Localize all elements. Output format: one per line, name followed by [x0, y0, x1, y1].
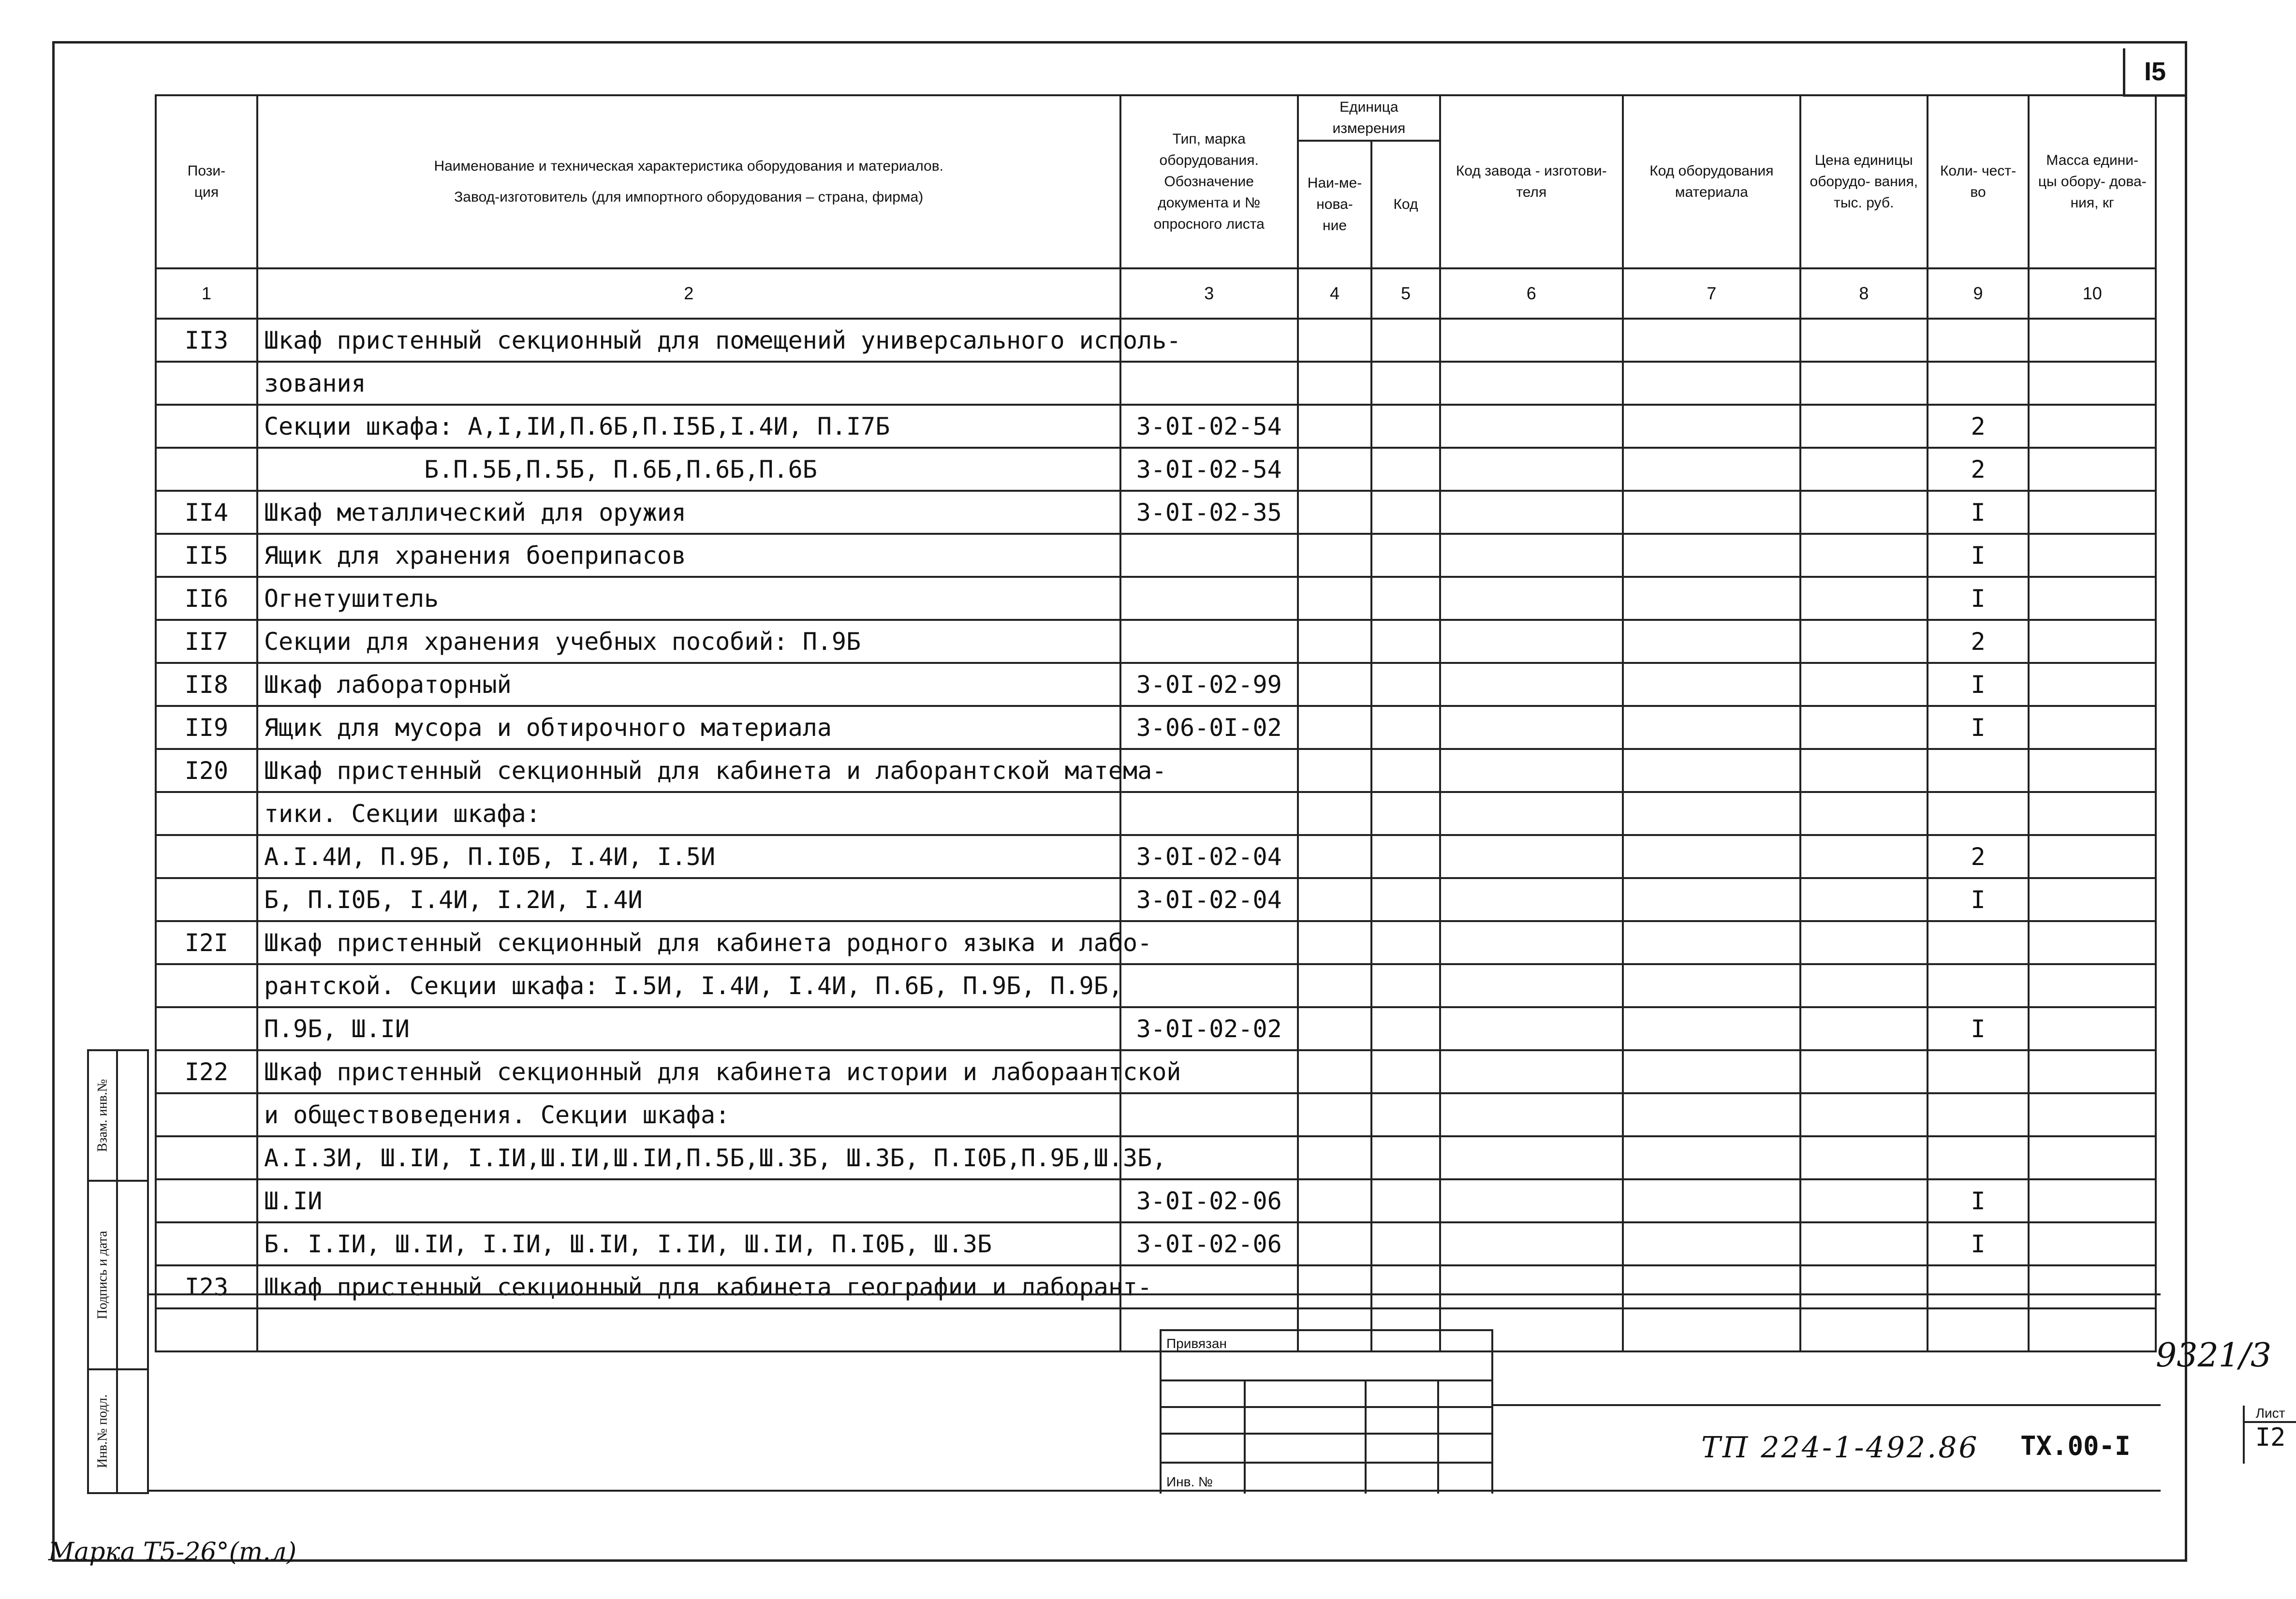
row-equipment-code — [1623, 448, 1800, 491]
row-unit-name — [1298, 878, 1371, 921]
row-position — [156, 792, 257, 835]
row-factory-code — [1440, 878, 1623, 921]
row-quantity — [1928, 749, 2029, 792]
row-equipment-code — [1623, 749, 1800, 792]
row-price — [1800, 663, 1927, 706]
row-position — [156, 1093, 257, 1136]
row-name: Ш.IИ — [257, 1179, 1120, 1222]
row-factory-code — [1440, 1222, 1623, 1265]
row-quantity: I — [1928, 878, 2029, 921]
row-mass — [2029, 1093, 2156, 1136]
header-unit-name: Наи-ме-нова-ние — [1298, 141, 1371, 268]
row-equipment-code — [1623, 1222, 1800, 1265]
row-factory-code — [1440, 405, 1623, 448]
row-equipment-code — [1623, 405, 1800, 448]
table-row — [156, 534, 2156, 577]
table-row — [156, 878, 2156, 921]
row-equipment-code — [1623, 1179, 1800, 1222]
row-mass — [2029, 663, 2156, 706]
table-row — [156, 749, 2156, 792]
row-unit-code — [1371, 706, 1440, 749]
row-name: Огнетушитель — [257, 577, 1120, 620]
row-factory-code — [1440, 319, 1623, 362]
row-document: 3-0I-02-06 — [1120, 1179, 1298, 1222]
row-quantity: 2 — [1928, 835, 2029, 878]
row-name: Ящик для хранения боеприпасов — [257, 534, 1120, 577]
row-price — [1800, 964, 1927, 1007]
colnum: 8 — [1800, 268, 1927, 319]
header-position: Пози- ция — [156, 95, 257, 268]
row-position: II6 — [156, 577, 257, 620]
row-equipment-code — [1623, 1093, 1800, 1136]
row-document: 3-0I-02-54 — [1120, 448, 1298, 491]
row-equipment-code — [1623, 534, 1800, 577]
row-mass — [2029, 1050, 2156, 1093]
sheet-value: I2 — [2255, 1423, 2286, 1452]
bound-label: Привязан — [1166, 1336, 1227, 1351]
header-mass: Масса едини- цы обору- дова- ния, кг — [2029, 95, 2156, 268]
table-row — [156, 835, 2156, 878]
row-position: I23 — [156, 1265, 257, 1308]
equipment-specification-table — [155, 94, 2157, 1352]
title-block — [149, 1293, 2286, 1492]
row-price — [1800, 362, 1927, 405]
row-document — [1120, 964, 1298, 1007]
row-factory-code — [1440, 534, 1623, 577]
table-row — [156, 319, 2156, 362]
row-name: Секции для хранения учебных пособий: П.9Б — [257, 620, 1120, 663]
row-mass — [2029, 405, 2156, 448]
row-mass — [2029, 749, 2156, 792]
row-quantity: 2 — [1928, 448, 2029, 491]
row-equipment-code — [1623, 706, 1800, 749]
row-name: Шкаф пристенный секционный для помещений универсального исполь- — [257, 319, 1120, 362]
row-price — [1800, 1050, 1927, 1093]
table-row — [156, 663, 2156, 706]
document-code: ТХ.00-I — [2020, 1431, 2131, 1461]
header-price: Цена единицы оборудо- вания, тыс. руб. — [1800, 95, 1927, 268]
row-price — [1800, 878, 1927, 921]
row-document: 3-0I-02-54 — [1120, 405, 1298, 448]
row-name: Шкаф пристенный секционный для кабинета истории и лабораантской — [257, 1050, 1120, 1093]
row-factory-code — [1440, 792, 1623, 835]
row-position: I20 — [156, 749, 257, 792]
row-quantity — [1928, 362, 2029, 405]
row-unit-name — [1298, 964, 1371, 1007]
row-mass — [2029, 362, 2156, 405]
row-unit-name — [1298, 835, 1371, 878]
row-document — [1120, 792, 1298, 835]
row-quantity: I — [1928, 1007, 2029, 1050]
row-name: зования — [257, 362, 1120, 405]
row-name: П.9Б, Ш.IИ — [257, 1007, 1120, 1050]
project-code: ТП 224-1-492.86 — [1701, 1431, 1979, 1465]
row-unit-name — [1298, 577, 1371, 620]
colnum: 1 — [156, 268, 257, 319]
side-replace-cell — [89, 1051, 149, 1182]
row-document: 3-0I-02-02 — [1120, 1007, 1298, 1050]
row-document — [1120, 577, 1298, 620]
row-factory-code — [1440, 1093, 1623, 1136]
row-factory-code — [1440, 663, 1623, 706]
row-quantity — [1928, 921, 2029, 964]
row-equipment-code — [1623, 878, 1800, 921]
row-equipment-code — [1623, 792, 1800, 835]
row-unit-name — [1298, 1136, 1371, 1179]
row-equipment-code — [1623, 964, 1800, 1007]
row-price — [1800, 620, 1927, 663]
row-factory-code — [1440, 964, 1623, 1007]
sheet-box — [2243, 1406, 2296, 1464]
page-number-box: I5 — [2123, 48, 2185, 97]
row-mass — [2029, 1136, 2156, 1179]
table-row — [156, 706, 2156, 749]
table-row — [156, 921, 2156, 964]
row-unit-code — [1371, 1179, 1440, 1222]
row-name: Шкаф пристенный секционный для кабинета и лаборантской матема- — [257, 749, 1120, 792]
row-equipment-code — [1623, 491, 1800, 534]
row-price — [1800, 448, 1927, 491]
row-position: I22 — [156, 1050, 257, 1093]
row-document — [1120, 534, 1298, 577]
row-mass — [2029, 1179, 2156, 1222]
row-mass — [2029, 964, 2156, 1007]
row-factory-code — [1440, 706, 1623, 749]
row-name: Б. I.IИ, Ш.IИ, I.IИ, Ш.IИ, I.IИ, Ш.IИ, П.I0Б, Ш.3Б — [257, 1222, 1120, 1265]
row-price — [1800, 1093, 1927, 1136]
row-equipment-code — [1623, 921, 1800, 964]
row-mass — [2029, 448, 2156, 491]
side-sign-cell — [89, 1182, 149, 1370]
colnum: 5 — [1371, 268, 1440, 319]
row-mass — [2029, 491, 2156, 534]
row-unit-code — [1371, 1093, 1440, 1136]
row-unit-name — [1298, 749, 1371, 792]
row-unit-code — [1371, 878, 1440, 921]
row-price — [1800, 1222, 1927, 1265]
row-mass — [2029, 921, 2156, 964]
row-unit-name — [1298, 1007, 1371, 1050]
row-quantity: I — [1928, 577, 2029, 620]
row-name: рантской. Секции шкафа: I.5И, I.4И, I.4И, П.6Б, П.9Б, П.9Б, — [257, 964, 1120, 1007]
row-quantity: I — [1928, 1222, 2029, 1265]
row-price — [1800, 835, 1927, 878]
header-unit-code: Код — [1371, 141, 1440, 268]
row-document: 3-0I-02-04 — [1120, 878, 1298, 921]
row-name: Секции шкафа: А,I,IИ,П.6Б,П.I5Б,I.4И, П.I7Б — [257, 405, 1120, 448]
colnum: 4 — [1298, 268, 1371, 319]
row-mass — [2029, 620, 2156, 663]
stamp-divider — [1493, 1404, 2161, 1406]
row-unit-code — [1371, 319, 1440, 362]
side-inv-cell — [89, 1370, 149, 1492]
row-unit-code — [1371, 792, 1440, 835]
row-unit-name — [1298, 1093, 1371, 1136]
row-name: Шкаф лабораторный — [257, 663, 1120, 706]
row-position — [156, 835, 257, 878]
row-equipment-code — [1623, 1050, 1800, 1093]
row-unit-name — [1298, 663, 1371, 706]
row-quantity — [1928, 1050, 2029, 1093]
header-type: Тип, марка оборудования. Обозначение документа и № опросного листа — [1120, 95, 1298, 268]
row-document: 3-06-0I-02 — [1120, 706, 1298, 749]
row-mass — [2029, 1007, 2156, 1050]
side-inv-label: Инв.№ подл. — [95, 1394, 110, 1468]
row-quantity: 2 — [1928, 620, 2029, 663]
row-equipment-code — [1623, 1007, 1800, 1050]
header-quantity: Коли- чест- во — [1928, 95, 2029, 268]
row-equipment-code — [1623, 362, 1800, 405]
row-price — [1800, 405, 1927, 448]
row-name: Б, П.I0Б, I.4И, I.2И, I.4И — [257, 878, 1120, 921]
row-unit-name — [1298, 921, 1371, 964]
row-price — [1800, 319, 1927, 362]
row-unit-name — [1298, 1222, 1371, 1265]
row-position — [156, 1007, 257, 1050]
row-factory-code — [1440, 1179, 1623, 1222]
header-equipment-code: Код оборудования материала — [1623, 95, 1800, 268]
row-position: II7 — [156, 620, 257, 663]
row-equipment-code — [1623, 1136, 1800, 1179]
side-sign-label: Подпись и дата — [95, 1231, 110, 1320]
row-quantity: I — [1928, 534, 2029, 577]
table-row — [156, 1007, 2156, 1050]
row-position: II5 — [156, 534, 257, 577]
row-unit-name — [1298, 319, 1371, 362]
row-quantity — [1928, 1136, 2029, 1179]
row-quantity: I — [1928, 706, 2029, 749]
colnum: 3 — [1120, 268, 1298, 319]
row-quantity — [1928, 319, 2029, 362]
row-unit-name — [1298, 362, 1371, 405]
handwritten-number: 9321/3 — [2156, 1336, 2272, 1375]
row-equipment-code — [1623, 835, 1800, 878]
row-equipment-code — [1623, 319, 1800, 362]
row-document — [1120, 1093, 1298, 1136]
row-document: 3-0I-02-35 — [1120, 491, 1298, 534]
row-unit-code — [1371, 362, 1440, 405]
row-factory-code — [1440, 491, 1623, 534]
row-unit-code — [1371, 749, 1440, 792]
table-row — [156, 491, 2156, 534]
row-name: Шкаф пристенный секционный для кабинета родного языка и лабо- — [257, 921, 1120, 964]
row-position: II8 — [156, 663, 257, 706]
row-factory-code — [1440, 1007, 1623, 1050]
table-row — [156, 577, 2156, 620]
row-position — [156, 1179, 257, 1222]
row-mass — [2029, 319, 2156, 362]
inv-label: Инв. № — [1166, 1474, 1213, 1489]
row-unit-name — [1298, 1179, 1371, 1222]
row-name: А.I.4И, П.9Б, П.I0Б, I.4И, I.5И — [257, 835, 1120, 878]
row-quantity: I — [1928, 663, 2029, 706]
row-unit-name — [1298, 1050, 1371, 1093]
row-unit-name — [1298, 620, 1371, 663]
column-number-row — [156, 268, 2156, 319]
colnum: 7 — [1623, 268, 1800, 319]
row-quantity: I — [1928, 491, 2029, 534]
table-row — [156, 362, 2156, 405]
table-row — [156, 1136, 2156, 1179]
row-price — [1800, 921, 1927, 964]
header-name-line1: Наименование и техническая характеристика оборудования и материалов. — [434, 158, 943, 174]
table-row — [156, 1050, 2156, 1093]
row-position: I2I — [156, 921, 257, 964]
row-mass — [2029, 878, 2156, 921]
marka-note: Марка Т5-26°(т.л) — [48, 1538, 297, 1567]
table-row — [156, 620, 2156, 663]
side-replace-label: Взам. инв.№ — [95, 1079, 110, 1152]
row-equipment-code — [1623, 577, 1800, 620]
row-price — [1800, 792, 1927, 835]
row-factory-code — [1440, 362, 1623, 405]
colnum: 2 — [257, 268, 1120, 319]
row-name: Ящик для мусора и обтирочного материала — [257, 706, 1120, 749]
row-position — [156, 448, 257, 491]
row-unit-name — [1298, 491, 1371, 534]
row-unit-name — [1298, 792, 1371, 835]
table-row — [156, 1179, 2156, 1222]
row-mass — [2029, 792, 2156, 835]
row-unit-code — [1371, 620, 1440, 663]
row-factory-code — [1440, 1136, 1623, 1179]
colnum: 6 — [1440, 268, 1623, 319]
row-mass — [2029, 534, 2156, 577]
row-unit-code — [1371, 1007, 1440, 1050]
row-unit-code — [1371, 491, 1440, 534]
row-quantity — [1928, 964, 2029, 1007]
table-row — [156, 405, 2156, 448]
row-unit-code — [1371, 1136, 1440, 1179]
row-quantity — [1928, 1093, 2029, 1136]
row-price — [1800, 749, 1927, 792]
row-factory-code — [1440, 921, 1623, 964]
row-position: II4 — [156, 491, 257, 534]
row-name: Б.П.5Б,П.5Б, П.6Б,П.6Б,П.6Б — [257, 448, 1120, 491]
table-row — [156, 448, 2156, 491]
binding-block — [1160, 1329, 1493, 1494]
row-name: Шкаф пристенный секционный для кабинета географии и лаборант- — [257, 1265, 1120, 1308]
row-mass — [2029, 577, 2156, 620]
row-position: II9 — [156, 706, 257, 749]
row-position — [156, 964, 257, 1007]
row-quantity: I — [1928, 1179, 2029, 1222]
row-unit-code — [1371, 405, 1440, 448]
row-unit-code — [1371, 1222, 1440, 1265]
row-unit-name — [1298, 534, 1371, 577]
row-document — [1120, 362, 1298, 405]
colnum: 10 — [2029, 268, 2156, 319]
header-factory-code: Код завода - изготови- теля — [1440, 95, 1623, 268]
side-stamp — [87, 1049, 149, 1494]
row-price — [1800, 577, 1927, 620]
header-name — [257, 95, 1120, 268]
row-unit-code — [1371, 921, 1440, 964]
row-name: Шкаф металлический для оружия — [257, 491, 1120, 534]
row-document — [1120, 620, 1298, 663]
row-document: 3-0I-02-06 — [1120, 1222, 1298, 1265]
row-factory-code — [1440, 620, 1623, 663]
row-factory-code — [1440, 448, 1623, 491]
row-unit-code — [1371, 448, 1440, 491]
row-name: и обществоведения. Секции шкафа: — [257, 1093, 1120, 1136]
row-factory-code — [1440, 1050, 1623, 1093]
row-unit-code — [1371, 964, 1440, 1007]
row-document: 3-0I-02-04 — [1120, 835, 1298, 878]
row-position — [156, 405, 257, 448]
row-price — [1800, 534, 1927, 577]
table-row — [156, 792, 2156, 835]
sheet-label: Лист — [2245, 1406, 2296, 1423]
table-row — [156, 1222, 2156, 1265]
row-factory-code — [1440, 577, 1623, 620]
row-price — [1800, 491, 1927, 534]
row-mass — [2029, 835, 2156, 878]
table-row — [156, 964, 2156, 1007]
row-mass — [2029, 1222, 2156, 1265]
row-unit-code — [1371, 1050, 1440, 1093]
row-unit-code — [1371, 835, 1440, 878]
row-price — [1800, 1179, 1927, 1222]
row-unit-code — [1371, 534, 1440, 577]
row-unit-name — [1298, 448, 1371, 491]
table-row — [156, 1093, 2156, 1136]
row-position: II3 — [156, 319, 257, 362]
row-unit-name — [1298, 706, 1371, 749]
header-name-line2: Завод-изготовитель (для импортного оборудования – страна, фирма) — [454, 189, 924, 205]
colnum: 9 — [1928, 268, 2029, 319]
row-name: тики. Секции шкафа: — [257, 792, 1120, 835]
row-factory-code — [1440, 835, 1623, 878]
row-unit-code — [1371, 577, 1440, 620]
row-equipment-code — [1623, 620, 1800, 663]
row-factory-code — [1440, 749, 1623, 792]
row-name: А.I.3И, Ш.IИ, I.IИ,Ш.IИ,Ш.IИ,П.5Б,Ш.3Б, Ш.3Б, П.I0Б,П.9Б,Ш.3Б, — [257, 1136, 1120, 1179]
row-position — [156, 878, 257, 921]
row-quantity — [1928, 792, 2029, 835]
row-position — [156, 1136, 257, 1179]
row-unit-code — [1371, 663, 1440, 706]
row-position — [156, 362, 257, 405]
row-quantity: 2 — [1928, 405, 2029, 448]
header-unit: Единица измерения — [1298, 95, 1440, 141]
row-document: 3-0I-02-99 — [1120, 663, 1298, 706]
row-price — [1800, 706, 1927, 749]
row-mass — [2029, 706, 2156, 749]
row-unit-name — [1298, 405, 1371, 448]
row-position — [156, 1222, 257, 1265]
row-price — [1800, 1136, 1927, 1179]
row-equipment-code — [1623, 663, 1800, 706]
row-price — [1800, 1007, 1927, 1050]
table-header-row — [156, 95, 2156, 141]
